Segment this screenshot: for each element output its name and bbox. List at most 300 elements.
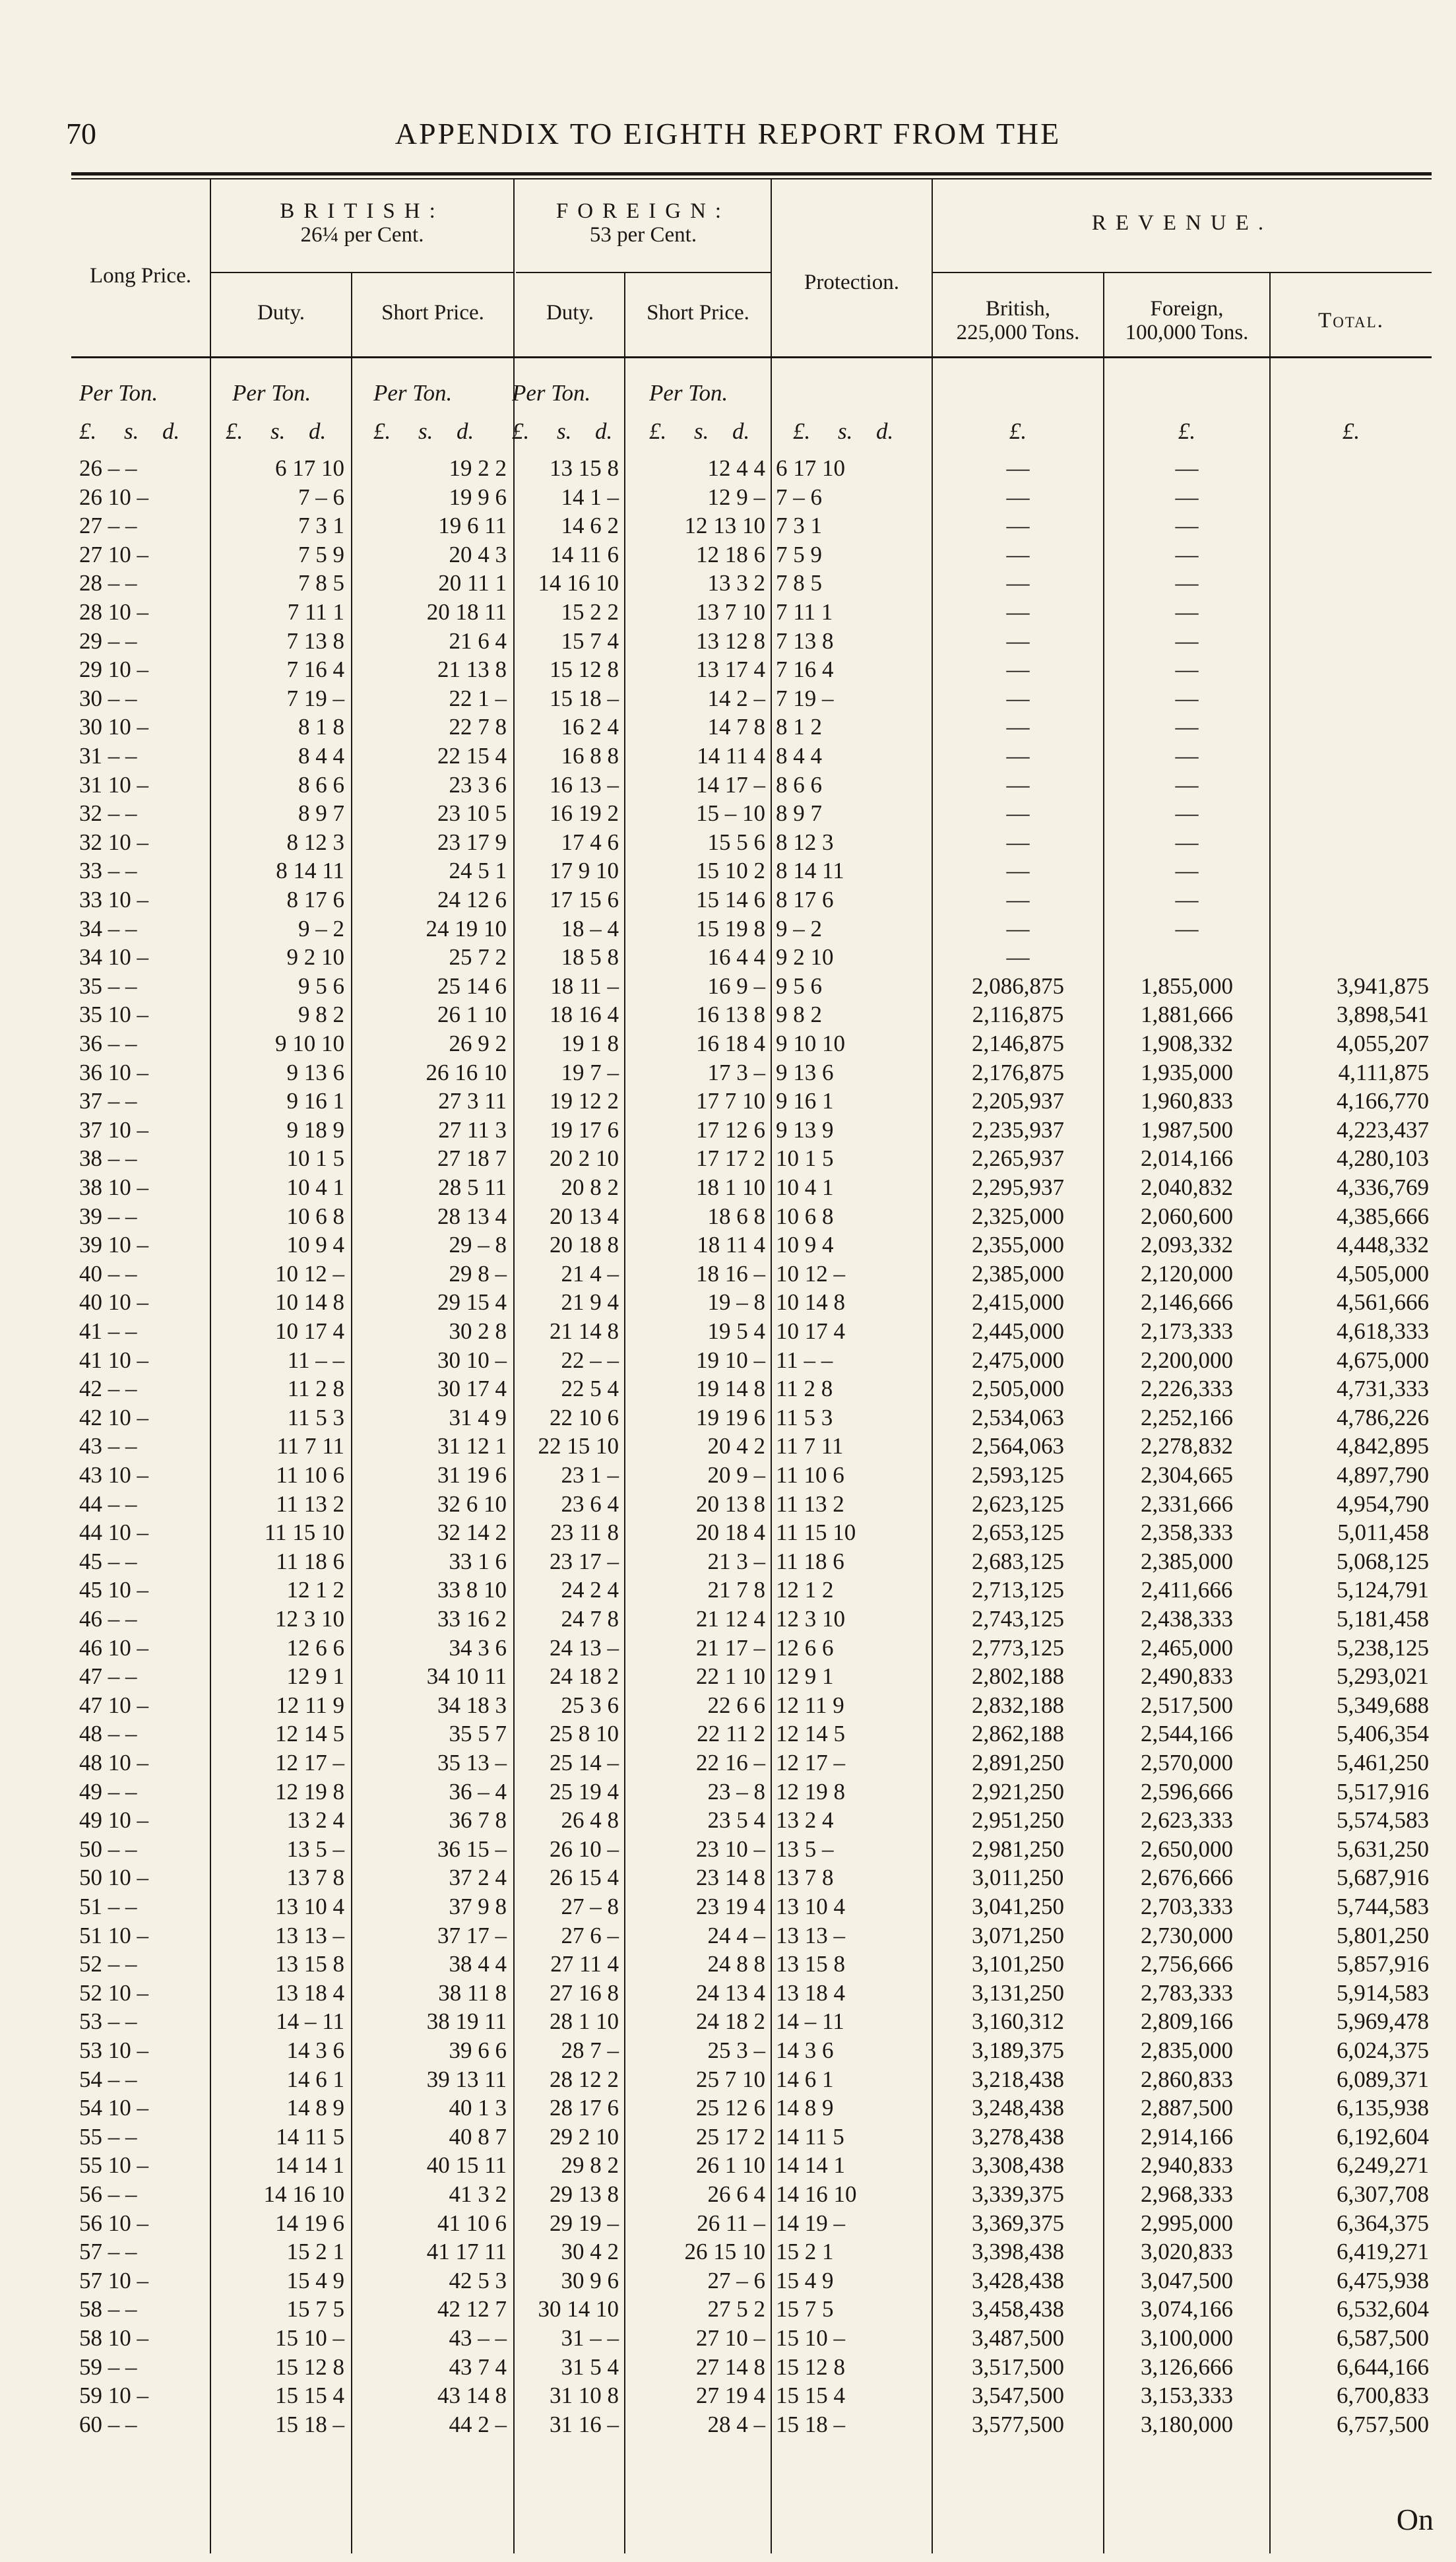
british-duty-cell: 10 14 8: [275, 1289, 344, 1315]
foreign-duty-cell: 30 4 2: [561, 2239, 619, 2264]
subgroup-rule-british: [211, 272, 513, 273]
revenue-british-cell: 3,131,250: [972, 1980, 1064, 2006]
protection-cell: 10 17 4: [776, 1318, 845, 1344]
revenue-total-cell: 5,914,583: [1337, 1980, 1429, 2006]
revenue-total-cell: 4,223,437: [1337, 1117, 1429, 1143]
revenue-british-cell: —: [1006, 513, 1030, 538]
revenue-british-cell: 2,564,063: [972, 1433, 1064, 1459]
british-short-price-cell: 32 14 2: [437, 1520, 507, 1545]
revenue-british-cell: 3,278,438: [972, 2124, 1064, 2150]
long-price-cell: 30 – –: [79, 686, 137, 711]
protection-cell: 12 3 10: [776, 1606, 845, 1632]
revenue-total-cell: [1271, 885, 1429, 914]
revenue-foreign-cell: 2,596,666: [1141, 1779, 1233, 1805]
british-duty-cell: 12 9 1: [286, 1663, 344, 1689]
revenue-british-cell: —: [1006, 484, 1030, 510]
foreign-duty-cell: 18 – 4: [561, 916, 619, 942]
revenue-foreign-cell: 2,650,000: [1141, 1836, 1233, 1862]
revenue-total-cell: 6,532,604: [1337, 2296, 1429, 2322]
foreign-short-price-cell: 15 10 2: [696, 858, 765, 883]
british-duty-cell: 6 17 10: [275, 455, 344, 481]
british-duty-cell: 11 5 3: [287, 1405, 344, 1430]
revenue-total-cell: 5,011,458: [1337, 1520, 1429, 1545]
long-price-cell: 32 10 –: [79, 829, 148, 855]
revenue-total-cell: [1271, 627, 1429, 656]
revenue-total-cell: 4,111,875: [1338, 1060, 1429, 1085]
long-price-cell: 55 – –: [79, 2124, 137, 2150]
revenue-british-cell: —: [1006, 628, 1030, 654]
british-short-price-cell: 26 16 10: [426, 1060, 507, 1085]
revenue-british-cell: 3,071,250: [972, 1923, 1064, 1948]
foreign-duty-cell: 17 15 6: [550, 887, 619, 913]
foreign-duty-cell: 21 14 8: [550, 1318, 619, 1344]
british-short-price-cell: 27 18 7: [437, 1145, 507, 1171]
foreign-short-price-cell: 13 17 4: [696, 657, 765, 682]
foreign-short-price-cell: 16 4 4: [707, 944, 765, 970]
revenue-total-cell: [1271, 540, 1429, 569]
revenue-total-cell: 6,475,938: [1337, 2268, 1429, 2293]
revenue-foreign-cell: 2,995,000: [1141, 2210, 1233, 2236]
protection-cell: 14 8 9: [776, 2095, 834, 2121]
protection-cell: 15 12 8: [776, 2354, 845, 2380]
protection-cell: 12 19 8: [776, 1779, 845, 1805]
protection-header: Protection.: [804, 271, 899, 294]
revenue-foreign-cell: 2,835,000: [1141, 2037, 1233, 2063]
long-price-cell: 49 10 –: [79, 1807, 148, 1833]
unit-protection-pounds: £.: [793, 418, 811, 444]
protection-cell: 12 11 9: [776, 1692, 844, 1718]
protection-cell: 13 15 8: [776, 1951, 845, 1977]
revenue-foreign-cell: 2,040,832: [1141, 1174, 1233, 1200]
revenue-british-cell: —: [1006, 800, 1030, 826]
british-short-price-cell: 38 11 8: [438, 1980, 507, 2006]
foreign-short-price-cell: 20 18 4: [696, 1520, 765, 1545]
header-bottom-rule: [71, 356, 1432, 358]
british-short-price-cell: 29 15 4: [437, 1289, 507, 1315]
foreign-short-price-cell: 13 7 10: [696, 599, 765, 625]
british-rate: 26¼ per Cent.: [300, 223, 424, 247]
revenue-british-cell: 3,189,375: [972, 2037, 1064, 2063]
british-duty-cell: 7 – 6: [298, 484, 344, 510]
protection-cell: 13 5 –: [776, 1836, 834, 1862]
revenue-total-cell: 3,941,875: [1337, 973, 1429, 999]
revenue-british-cell: 2,445,000: [972, 1318, 1064, 1344]
british-header: BRITISH:: [280, 199, 445, 223]
foreign-short-price-cell: 15 5 6: [707, 829, 765, 855]
protection-cell: 14 14 1: [776, 2152, 845, 2178]
long-price-cell: 51 10 –: [79, 1923, 148, 1948]
protection-cell: 8 12 3: [776, 829, 834, 855]
british-short-price-cell: 37 2 4: [449, 1865, 507, 1890]
long-price-cell: 56 10 –: [79, 2210, 148, 2236]
revenue-british-cell: 2,205,937: [972, 1088, 1064, 1114]
long-price-cell: 48 10 –: [79, 1750, 148, 1776]
long-price-cell: 53 – –: [79, 2008, 137, 2034]
long-price-cell: 35 10 –: [79, 1002, 148, 1027]
british-duty-cell: 10 4 1: [286, 1174, 344, 1200]
revenue-british-cell: —: [1006, 570, 1030, 596]
revenue-foreign-cell: 2,014,166: [1141, 1145, 1233, 1171]
revenue-british-cell: 3,308,438: [972, 2152, 1064, 2178]
subgroup-rule-revenue: [933, 272, 1432, 273]
foreign-short-price-header: Short Price.: [647, 301, 749, 325]
foreign-short-price-cell: 23 14 8: [696, 1865, 765, 1890]
revenue-total-cell: [1271, 598, 1429, 627]
foreign-duty-cell: 16 8 8: [561, 743, 619, 769]
unit-protection-pence: d.: [876, 418, 894, 444]
british-duty-cell: 14 8 9: [286, 2095, 344, 2121]
british-duty-cell: 11 7 11: [276, 1433, 344, 1459]
foreign-short-price-cell: 22 6 6: [707, 1692, 765, 1718]
unit-foreign-short-pounds: £.: [649, 418, 667, 444]
long-price-cell: 42 10 –: [79, 1405, 148, 1430]
col-divider: [351, 273, 352, 2553]
protection-cell: 12 1 2: [776, 1577, 834, 1603]
per-ton-british-short: Per Ton.: [373, 380, 453, 406]
british-short-price-cell: 32 6 10: [437, 1491, 507, 1517]
revenue-total-cell: 5,293,021: [1337, 1663, 1429, 1689]
british-short-price-cell: 44 2 –: [449, 2412, 507, 2437]
foreign-duty-cell: 29 8 2: [561, 2152, 619, 2178]
revenue-british-cell: 3,160,312: [972, 2008, 1064, 2034]
revenue-foreign-cell: 2,358,333: [1141, 1520, 1233, 1545]
british-short-price-cell: 24 12 6: [437, 887, 507, 913]
british-duty-cell: 12 19 8: [275, 1779, 344, 1805]
foreign-short-price-cell: 12 9 –: [707, 484, 765, 510]
revenue-foreign-cell: 2,860,833: [1141, 2066, 1233, 2092]
revenue-foreign-cell: [1104, 943, 1269, 972]
foreign-duty-cell: 28 12 2: [550, 2066, 619, 2092]
foreign-duty-cell: 18 16 4: [550, 1002, 619, 1027]
revenue-header: REVENUE.: [1091, 211, 1273, 235]
foreign-duty-cell: 14 16 10: [538, 570, 619, 596]
revenue-foreign-cell: 2,465,000: [1141, 1635, 1233, 1661]
unit-long-shillings: s.: [124, 418, 139, 444]
revenue-british-cell: 2,355,000: [972, 1232, 1064, 1258]
unit-foreign-duty-pounds: £.: [512, 418, 530, 444]
revenue-british-cell: —: [1006, 657, 1030, 682]
protection-cell: 7 5 9: [776, 542, 822, 567]
revenue-british-cell: 3,398,438: [972, 2239, 1064, 2264]
revenue-british-cell: 2,951,250: [972, 1807, 1064, 1833]
revenue-foreign-header: Foreign,: [1150, 297, 1224, 321]
revenue-british-cell: 3,339,375: [972, 2181, 1064, 2207]
unit-long-pence: d.: [162, 418, 180, 444]
protection-cell: 13 2 4: [776, 1807, 834, 1833]
revenue-foreign-cell: —: [1175, 714, 1199, 740]
foreign-duty-cell: 23 11 8: [550, 1520, 619, 1545]
revenue-foreign-cell: 1,908,332: [1141, 1031, 1233, 1056]
revenue-british-cell: 2,713,125: [972, 1577, 1064, 1603]
foreign-short-price-cell: 15 14 6: [696, 887, 765, 913]
revenue-foreign-cell: —: [1175, 800, 1199, 826]
foreign-duty-cell: 15 12 8: [550, 657, 619, 682]
foreign-short-price-cell: 27 5 2: [707, 2296, 765, 2322]
long-price-cell: 29 – –: [79, 628, 137, 654]
protection-cell: 8 4 4: [776, 743, 822, 769]
revenue-british-cell: 2,505,000: [972, 1376, 1064, 1401]
revenue-british-cell: 2,235,937: [972, 1117, 1064, 1143]
protection-cell: 12 17 –: [776, 1750, 845, 1776]
revenue-foreign-cell: —: [1175, 743, 1199, 769]
long-price-cell: 38 – –: [79, 1145, 137, 1171]
long-price-cell: 60 – –: [79, 2412, 137, 2437]
foreign-duty-cell: 23 6 4: [561, 1491, 619, 1517]
long-price-cell: 46 – –: [79, 1606, 137, 1632]
revenue-foreign-cell: 2,146,666: [1141, 1289, 1233, 1315]
long-price-cell: 36 – –: [79, 1031, 137, 1056]
foreign-short-price-cell: 12 4 4: [707, 455, 765, 481]
british-short-price-cell: 42 5 3: [449, 2268, 507, 2293]
revenue-total-cell: 6,089,371: [1337, 2066, 1429, 2092]
revenue-british-cell: 3,428,438: [972, 2268, 1064, 2293]
revenue-british-cell: 3,011,250: [972, 1865, 1064, 1890]
protection-cell: 9 10 10: [776, 1031, 845, 1056]
british-short-price-cell: 40 15 11: [426, 2152, 507, 2178]
protection-cell: 9 16 1: [776, 1088, 834, 1114]
foreign-short-price-cell: 22 16 –: [696, 1750, 765, 1776]
long-price-cell: 59 10 –: [79, 2383, 148, 2408]
british-short-price-cell: 25 7 2: [449, 944, 507, 970]
foreign-duty-cell: 31 5 4: [561, 2354, 619, 2380]
long-price-cell: 53 10 –: [79, 2037, 148, 2063]
british-duty-cell: 9 16 1: [286, 1088, 344, 1114]
british-short-price-cell: 40 1 3: [449, 2095, 507, 2121]
british-short-price-cell: 43 – –: [449, 2325, 507, 2351]
british-duty-cell: 12 1 2: [286, 1577, 344, 1603]
revenue-total-cell: 5,124,791: [1337, 1577, 1429, 1603]
foreign-duty-cell: 14 6 2: [561, 513, 619, 538]
british-duty-cell: 14 – 11: [276, 2008, 344, 2034]
foreign-duty-cell: 26 10 –: [550, 1836, 619, 1862]
revenue-total-cell: 5,969,478: [1337, 2008, 1429, 2034]
british-short-price-cell: 28 13 4: [437, 1203, 507, 1229]
british-short-price-cell: 33 8 10: [437, 1577, 507, 1603]
revenue-foreign-cell: 2,756,666: [1141, 1951, 1233, 1977]
per-ton-long: Per Ton.: [79, 380, 158, 406]
foreign-short-price-cell: 22 1 10: [696, 1663, 765, 1689]
protection-cell: 13 13 –: [776, 1923, 845, 1948]
long-price-cell: 41 10 –: [79, 1347, 148, 1373]
foreign-duty-cell: 24 7 8: [561, 1606, 619, 1632]
revenue-total-cell: [1271, 511, 1429, 540]
foreign-duty-cell: 17 4 6: [561, 829, 619, 855]
revenue-total-cell: 4,055,207: [1337, 1031, 1429, 1056]
foreign-header: FOREIGN:: [555, 199, 731, 223]
british-short-price-cell: 33 1 6: [449, 1549, 507, 1574]
revenue-foreign-cell: 2,385,000: [1141, 1549, 1233, 1574]
revenue-foreign-cell: —: [1175, 858, 1199, 883]
revenue-british-cell: 2,593,125: [972, 1462, 1064, 1488]
foreign-duty-cell: 27 11 4: [550, 1951, 619, 1977]
unit-british-short-pence: d.: [457, 418, 474, 444]
british-short-price-cell: 23 10 5: [437, 800, 507, 826]
protection-cell: 14 6 1: [776, 2066, 834, 2092]
revenue-british-cell: 2,773,125: [972, 1635, 1064, 1661]
protection-cell: 10 12 –: [776, 1261, 845, 1287]
british-duty-cell: 8 17 6: [286, 887, 344, 913]
foreign-short-price-cell: 28 4 –: [707, 2412, 765, 2437]
revenue-total-cell: [1271, 799, 1429, 828]
foreign-short-price-cell: 27 10 –: [696, 2325, 765, 2351]
revenue-british-cell: 3,458,438: [972, 2296, 1064, 2322]
foreign-short-price-cell: 27 19 4: [696, 2383, 765, 2408]
british-duty-cell: 15 15 4: [275, 2383, 344, 2408]
revenue-total-cell: 6,700,833: [1337, 2383, 1429, 2408]
revenue-total-cell: 4,618,333: [1337, 1318, 1429, 1344]
protection-cell: 9 8 2: [776, 1002, 822, 1027]
foreign-duty-cell: 23 1 –: [561, 1462, 619, 1488]
british-short-price-cell: 20 18 11: [426, 599, 507, 625]
unit-british-duty-pence: d.: [309, 418, 327, 444]
revenue-british-cell: 2,802,188: [972, 1663, 1064, 1689]
british-short-price-cell: 39 13 11: [426, 2066, 507, 2092]
protection-cell: 7 3 1: [776, 513, 822, 538]
revenue-foreign-cell: —: [1175, 484, 1199, 510]
long-price-cell: 27 – –: [79, 513, 137, 538]
revenue-foreign-cell: 1,935,000: [1141, 1060, 1233, 1085]
foreign-duty-cell: 29 2 10: [550, 2124, 619, 2150]
foreign-short-price-cell: 18 16 –: [696, 1261, 765, 1287]
unit-foreign-duty-shillings: s.: [557, 418, 572, 444]
revenue-total-header: Total.: [1318, 309, 1384, 333]
british-duty-cell: 8 4 4: [298, 743, 344, 769]
protection-cell: 11 13 2: [776, 1491, 844, 1517]
british-short-price-cell: 29 8 –: [449, 1261, 507, 1287]
british-duty-cell: 10 6 8: [286, 1203, 344, 1229]
revenue-british-cell: —: [1006, 686, 1030, 711]
revenue-total-cell: 4,448,332: [1337, 1232, 1429, 1258]
long-price-cell: 50 10 –: [79, 1865, 148, 1890]
revenue-foreign-cell: 3,180,000: [1141, 2412, 1233, 2437]
foreign-short-price-cell: 19 10 –: [696, 1347, 765, 1373]
revenue-total-cell: 4,954,790: [1337, 1491, 1429, 1517]
british-duty-cell: 11 2 8: [287, 1376, 344, 1401]
foreign-short-price-cell: 17 17 2: [696, 1145, 765, 1171]
protection-cell: 8 1 2: [776, 714, 822, 740]
foreign-duty-cell: 20 13 4: [550, 1203, 619, 1229]
protection-cell: 10 14 8: [776, 1289, 845, 1315]
revenue-total-cell: [1271, 655, 1429, 684]
foreign-duty-cell: 28 7 –: [561, 2037, 619, 2063]
british-short-price-cell: 37 17 –: [437, 1923, 507, 1948]
long-price-cell: 30 10 –: [79, 714, 148, 740]
revenue-foreign-cell: 2,544,166: [1141, 1721, 1233, 1746]
british-duty-cell: 15 2 1: [286, 2239, 344, 2264]
revenue-foreign-cell: 2,411,666: [1141, 1577, 1233, 1603]
unit-british-short-shillings: s.: [418, 418, 433, 444]
foreign-duty-cell: 20 8 2: [561, 1174, 619, 1200]
british-short-price-cell: 35 5 7: [449, 1721, 507, 1746]
british-duty-cell: 13 5 –: [286, 1836, 344, 1862]
british-duty-cell: 15 10 –: [275, 2325, 344, 2351]
foreign-short-price-cell: 24 18 2: [696, 2008, 765, 2034]
revenue-british-cell: —: [1006, 714, 1030, 740]
revenue-foreign-cell: 2,703,333: [1141, 1894, 1233, 1919]
protection-cell: 14 – 11: [776, 2008, 844, 2034]
foreign-short-price-cell: 24 8 8: [707, 1951, 765, 1977]
foreign-duty-cell: 20 2 10: [550, 1145, 619, 1171]
revenue-total-cell: 5,801,250: [1337, 1923, 1429, 1948]
protection-cell: 7 – 6: [776, 484, 822, 510]
british-duty-cell: 14 3 6: [286, 2037, 344, 2063]
revenue-british-cell: —: [1006, 944, 1030, 970]
revenue-foreign-cell: 2,623,333: [1141, 1807, 1233, 1833]
foreign-short-price-cell: 14 7 8: [707, 714, 765, 740]
british-duty-cell: 9 – 2: [298, 916, 344, 942]
revenue-total-cell: 4,897,790: [1337, 1462, 1429, 1488]
foreign-short-price-cell: 21 12 4: [696, 1606, 765, 1632]
foreign-short-price-cell: 23 10 –: [696, 1836, 765, 1862]
british-duty-cell: 10 17 4: [275, 1318, 344, 1344]
revenue-total-cell: 5,687,916: [1337, 1865, 1429, 1890]
foreign-duty-cell: 22 15 10: [538, 1433, 619, 1459]
british-short-price-cell: 26 9 2: [449, 1031, 507, 1056]
protection-cell: 13 10 4: [776, 1894, 845, 1919]
revenue-total-cell: 4,731,333: [1337, 1376, 1429, 1401]
long-price-cell: 52 10 –: [79, 1980, 148, 2006]
protection-cell: 11 – –: [776, 1347, 833, 1373]
foreign-duty-cell: 29 13 8: [550, 2181, 619, 2207]
british-duty-cell: 15 18 –: [275, 2412, 344, 2437]
revenue-british-cell: 2,176,875: [972, 1060, 1064, 1085]
british-duty-cell: 15 7 5: [286, 2296, 344, 2322]
long-price-header: Long Price.: [90, 264, 191, 288]
british-duty-cell: 8 1 8: [298, 714, 344, 740]
revenue-british-cell: 3,487,500: [972, 2325, 1064, 2351]
foreign-short-price-cell: 26 6 4: [707, 2181, 765, 2207]
foreign-duty-cell: 21 9 4: [561, 1289, 619, 1315]
british-duty-cell: 8 14 11: [276, 858, 344, 883]
revenue-total-cell: 5,857,916: [1337, 1951, 1429, 1977]
long-price-cell: 59 – –: [79, 2354, 137, 2380]
revenue-foreign-cell: —: [1175, 657, 1199, 682]
long-price-cell: 47 – –: [79, 1663, 137, 1689]
revenue-foreign-cell: 2,438,333: [1141, 1606, 1233, 1632]
british-short-price-cell: 21 13 8: [437, 657, 507, 682]
british-short-price-cell: 26 1 10: [437, 1002, 507, 1027]
long-price-cell: 26 – –: [79, 455, 137, 481]
revenue-british-cell: —: [1006, 916, 1030, 942]
revenue-foreign-cell: —: [1175, 455, 1199, 481]
foreign-short-price-cell: 14 2 –: [707, 686, 765, 711]
foreign-short-price-cell: 15 19 8: [696, 916, 765, 942]
long-price-cell: 28 10 –: [79, 599, 148, 625]
long-price-cell: 57 – –: [79, 2239, 137, 2264]
foreign-duty-cell: 15 18 –: [550, 686, 619, 711]
british-duty-cell: 14 19 6: [275, 2210, 344, 2236]
revenue-total-cell: 6,135,938: [1337, 2095, 1429, 2121]
revenue-total-cell: 4,786,226: [1337, 1405, 1429, 1430]
protection-cell: 14 16 10: [776, 2181, 857, 2207]
foreign-short-price-cell: 26 1 10: [696, 2152, 765, 2178]
british-duty-cell: 7 8 5: [298, 570, 344, 596]
british-short-price-cell: 33 16 2: [437, 1606, 507, 1632]
revenue-british-cell: 3,517,500: [972, 2354, 1064, 2380]
foreign-duty-cell: 30 9 6: [561, 2268, 619, 2293]
british-short-price-cell: 41 3 2: [449, 2181, 507, 2207]
revenue-british-cell: 2,325,000: [972, 1203, 1064, 1229]
british-duty-cell: 9 13 6: [286, 1060, 344, 1085]
revenue-british-cell: 2,981,250: [972, 1836, 1064, 1862]
revenue-foreign-cell: —: [1175, 513, 1199, 538]
foreign-short-price-cell: 21 7 8: [707, 1577, 765, 1603]
revenue-british-cell: 2,265,937: [972, 1145, 1064, 1171]
long-price-cell: 57 10 –: [79, 2268, 148, 2293]
foreign-duty-cell: 13 15 8: [550, 455, 619, 481]
col-divider: [513, 178, 515, 2553]
revenue-foreign-cell: 3,100,000: [1141, 2325, 1233, 2351]
